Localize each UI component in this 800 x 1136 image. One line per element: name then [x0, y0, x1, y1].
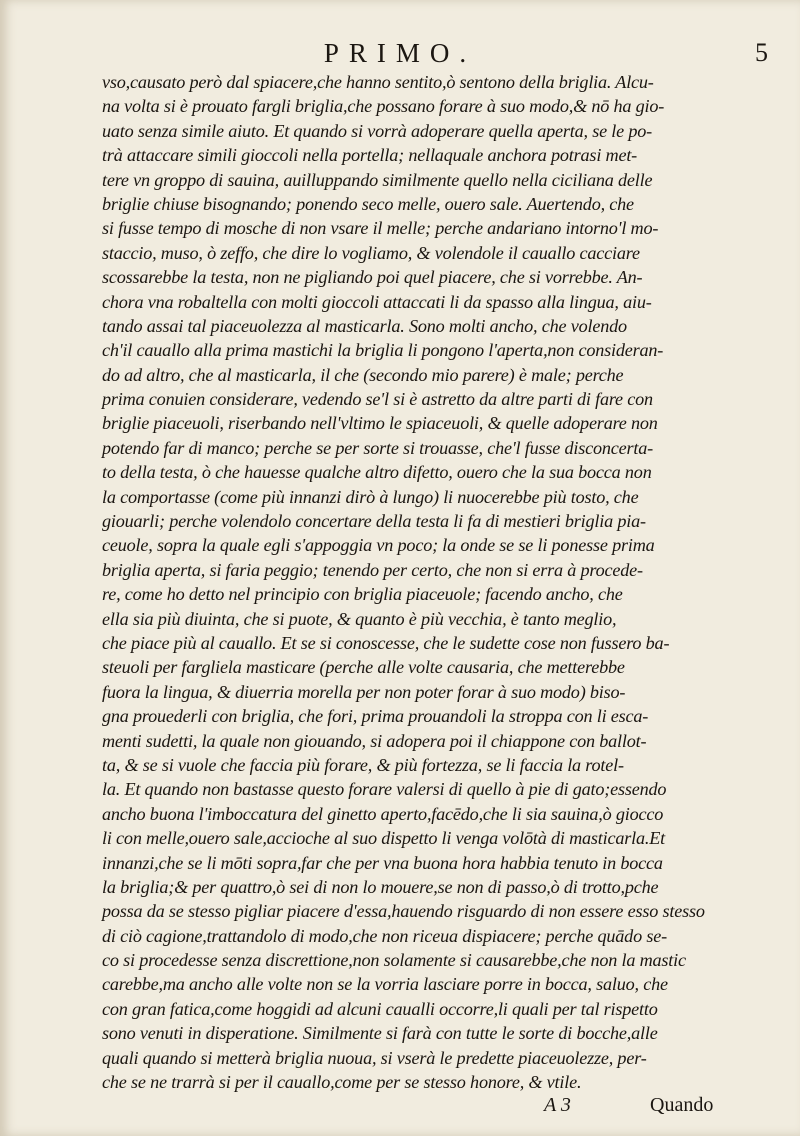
text-line: sono venuti in disperatione. Similmente si farà con tutte le sorte di bocche,alle	[102, 1023, 658, 1044]
text-line: innanzi,che se li mōti sopra,far che per vna buona hora habbia tenuto in bocca	[102, 852, 663, 873]
text-line: staccio, muso, ò zeffo, che dire lo vogliamo, & volendole il cauallo cacciare	[102, 242, 640, 263]
text-line: gna prouederli con briglia, che fori, prima prouandoli la stroppa con li esca-	[102, 706, 649, 727]
text-line: chora vna robaltella con molti gioccoli attaccati li da spasso alla lingua, aiu-	[102, 291, 652, 312]
text-line: fuora la lingua, & diuerria morella per non poter forar à suo modo) biso-	[102, 681, 626, 702]
running-title: PRIMO.	[323, 38, 477, 68]
signature-mark: A 3	[544, 1094, 571, 1116]
text-line: la. Et quando non bastasse questo forare valersi di quello à pie di gato;essendo	[102, 779, 667, 800]
text-line: carebbe,ma ancho alle volte non se la vorria lasciare porre in bocca, saluo, che	[102, 974, 668, 995]
body-text	[102, 70, 772, 1094]
page-header	[0, 38, 800, 72]
text-line: prima conuien considerare, vedendo se'l si è astretto da altre parti di fare con	[102, 389, 653, 410]
text-line: steuoli per fargliela masticare (perche alle volte causaria, che metterebbe	[102, 657, 625, 678]
text-line: di ciò cagione,trattandolo di modo,che non riceua dispiacere; perche quādo se-	[102, 925, 667, 946]
text-line: la briglia;& per quattro,ò sei di non lo mouere,se non di passo,ò di trotto,pche	[102, 876, 659, 897]
text-line: ch'il cauallo alla prima mastichi la briglia li pongono l'aperta,non consideran-	[102, 340, 664, 361]
text-line: na volta si è prouato fargli briglia,che possano forare à suo modo,& nō ha gio-	[102, 96, 665, 117]
text-line: ta, & se si vuole che faccia più forare, & più fortezza, se li faccia la rotel-	[102, 754, 624, 775]
text-line: briglie piaceuoli, riserbando nell'vltimo le spiaceuoli, & quelle adoperare non	[102, 413, 658, 434]
catchword: Quando	[650, 1094, 714, 1116]
text-line: vso,causato però dal spiacere,che hanno sentito,ò sentono della briglia. Alcu-	[102, 72, 654, 92]
text-line: uato senza simile aiuto. Et quando si vorrà adoperare quella aperta, se le po-	[102, 120, 653, 141]
text-line: briglie chiuse bisognando; ponendo seco melle, ouero sale. Auertendo, che	[102, 193, 634, 214]
text-line: ella sia più diuinta, che si puote, & quanto è più vecchia, è tanto meglio,	[102, 608, 617, 629]
text-line: trà attaccare simili gioccoli nella portella; nellaquale anchora potrasi met-	[102, 145, 638, 166]
text-line: to della testa, ò che hauesse qualche altro difetto, ouero che la sua bocca non	[102, 462, 652, 483]
text-line: menti sudetti, la quale non giouando, si adopera poi il chiappone con ballot-	[102, 730, 647, 751]
text-line: che se ne trarrà si per il cauallo,come per se stesso honore, & vtile.	[102, 1072, 582, 1093]
text-line: con gran fatica,come hoggidi ad alcuni caualli occorre,li quali per tal rispetto	[102, 998, 658, 1019]
text-line: li con melle,ouero sale,accioche al suo dispetto li venga volōtà di masticarla.Et	[102, 828, 665, 849]
text-line: tando assai tal piaceuolezza al masticarla. Sono molti ancho, che volendo	[102, 315, 627, 336]
text-line: la comportasse (come più innanzi dirò à lungo) li nuocerebbe più tosto, che	[102, 486, 639, 507]
text-line: co si procedesse senza discrettione,non solamente si causarebbe,che non la mastic	[102, 950, 686, 971]
text-line: possa da se stesso pigliar piacere d'essa,hauendo risguardo di non essere esso stesso	[102, 901, 705, 922]
text-line: potendo far di manco; perche se per sorte si trouasse, che'l fusse disconcerta-	[102, 437, 653, 458]
text-line: tere vn groppo di sauina, auilluppando similmente quello nella ciciliana delle	[102, 169, 653, 190]
text-line: do ad altro, che al masticarla, il che (secondo mio parere) è male; perche	[102, 364, 624, 385]
page-number: 5	[755, 38, 768, 67]
text-line: scossarebbe la testa, non ne pigliando poi quel piacere, che si vorrebbe. An-	[102, 267, 643, 288]
text-line: giouarli; perche volendolo concertare della testa li fa di mestieri briglia pia-	[102, 511, 646, 532]
text-line: ancho buona l'imboccatura del ginetto aperto,facēdo,che li sia sauina,ò giocco	[102, 803, 664, 824]
page-footer	[0, 1094, 800, 1124]
text-line: briglia aperta, si faria peggio; tenendo per certo, che non si erra à procede-	[102, 559, 643, 580]
text-line: che piace più al cauallo. Et se si conoscesse, che le sudette cose non fussero ba-	[102, 632, 670, 653]
text-line: quali quando si metterà briglia nuoua, si vserà le predette piaceuolezze, per-	[102, 1047, 647, 1068]
text-line: ceuole, sopra la quale egli s'appoggia vn poco; la onde se se li ponesse prima	[102, 535, 655, 556]
text-line: si fusse tempo di mosche di non vsare il melle; perche andariano intorno'l mo-	[102, 218, 659, 239]
text-line: re, come ho detto nel principio con briglia piaceuole; facendo ancho, che	[102, 584, 623, 605]
